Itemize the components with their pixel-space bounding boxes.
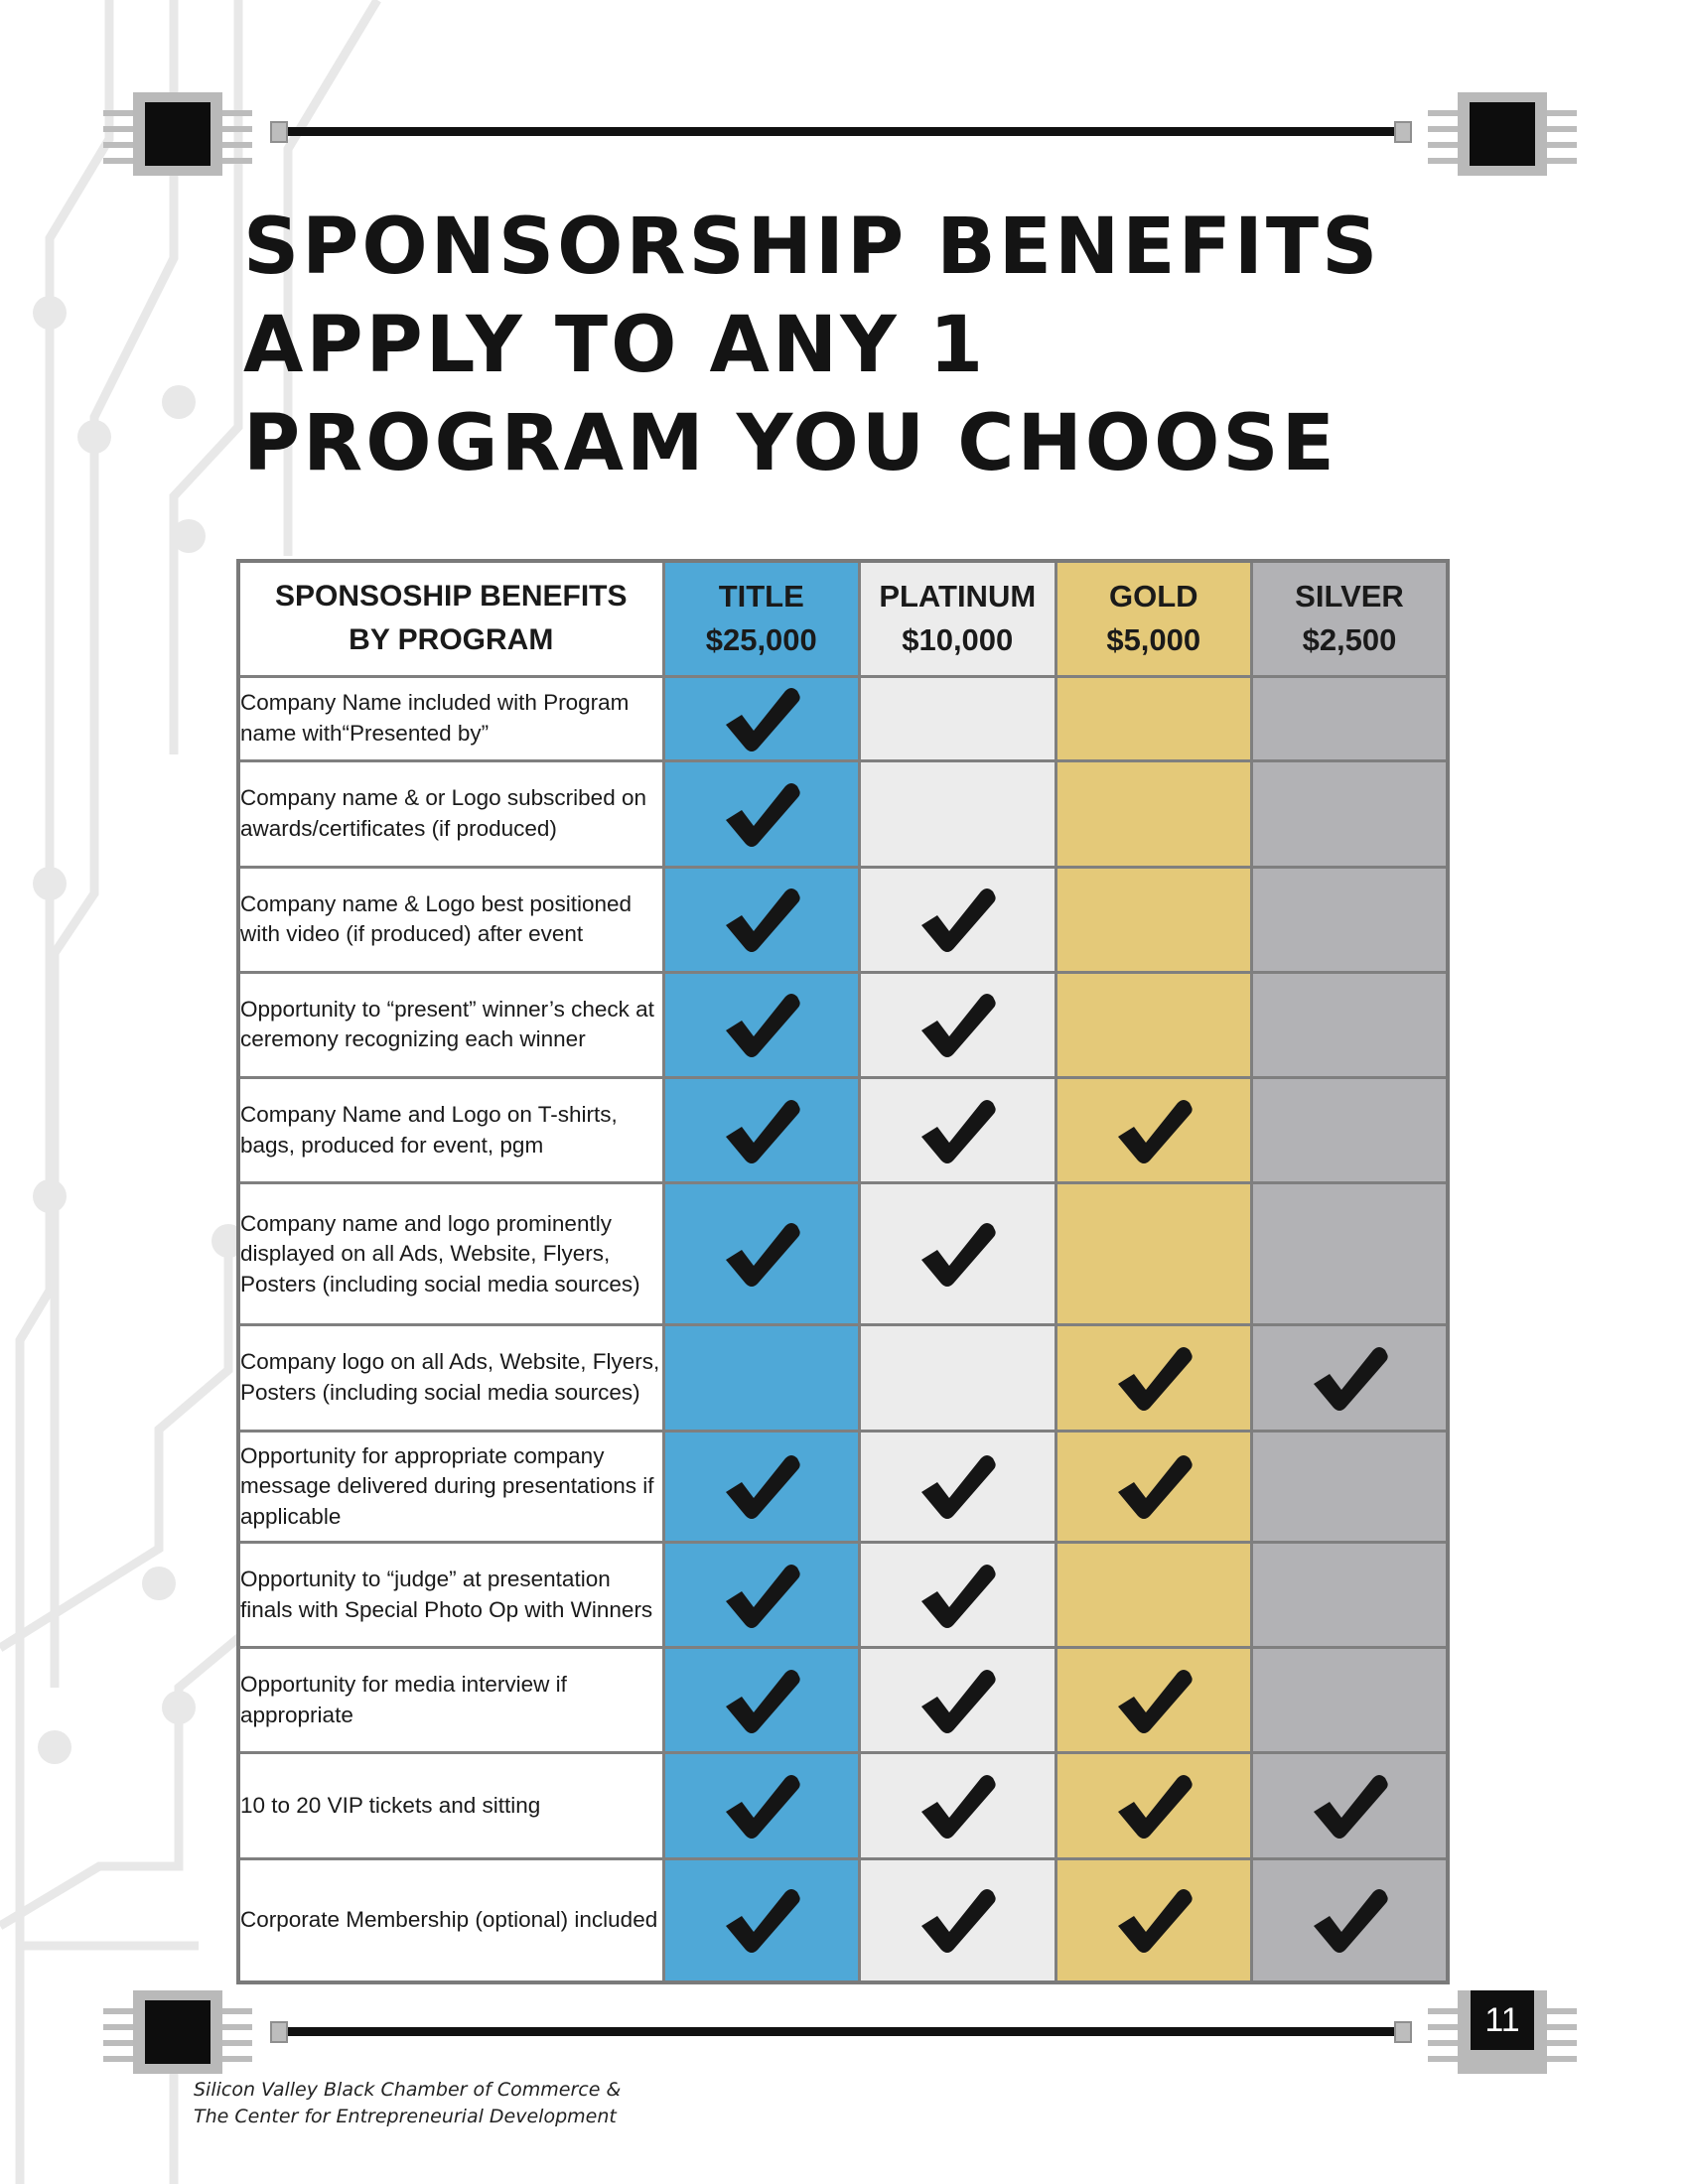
tier-price: $5,000 xyxy=(1106,622,1201,658)
cell-gold xyxy=(1055,1753,1252,1858)
benefit-description: Company Name included with Program name with“Presented by” xyxy=(238,676,663,761)
cell-platinum xyxy=(860,1325,1056,1431)
cell-title xyxy=(663,1431,860,1542)
cell-title xyxy=(663,1183,860,1325)
cell-silver xyxy=(1252,1325,1449,1431)
checkmark-icon xyxy=(720,1122,803,1139)
benefit-description: Opportunity for appropriate company message delivered during presentations if applicable xyxy=(238,1431,663,1542)
benefit-description: Company name & Logo best positioned with video (if produced) after event xyxy=(238,867,663,972)
microchip-icon xyxy=(103,1990,252,2074)
checkmark-icon xyxy=(720,805,803,822)
cell-platinum xyxy=(860,676,1056,761)
checkmark-icon xyxy=(915,1246,999,1263)
cell-platinum xyxy=(860,972,1056,1077)
cell-gold xyxy=(1055,1858,1252,1982)
cell-silver xyxy=(1252,1648,1449,1753)
table-row xyxy=(238,1325,1448,1431)
cell-gold xyxy=(1055,1078,1252,1183)
cell-gold xyxy=(1055,867,1252,972)
tier-name: PLATINUM xyxy=(879,579,1037,614)
benefit-description: Opportunity to “present” winner’s check at ceremony recognizing each winner xyxy=(238,972,663,1077)
cell-gold xyxy=(1055,761,1252,867)
header-benefits-by-program xyxy=(238,561,663,676)
cell-gold xyxy=(1055,972,1252,1077)
tier-name: TITLE xyxy=(718,579,804,614)
cell-silver xyxy=(1252,1753,1449,1858)
cell-silver xyxy=(1252,1431,1449,1542)
footer-line: Silicon Valley Black Chamber of Commerce & xyxy=(194,2079,622,2101)
cell-gold xyxy=(1055,1542,1252,1647)
cell-gold xyxy=(1055,1648,1252,1753)
cell-title xyxy=(663,1858,860,1982)
checkmark-icon xyxy=(1112,1797,1196,1814)
benefit-description: Opportunity for media interview if appropriate xyxy=(238,1648,663,1753)
checkmark-icon xyxy=(915,1692,999,1708)
checkmark-icon xyxy=(1308,1912,1391,1929)
cell-title xyxy=(663,1753,860,1858)
checkmark-icon xyxy=(915,1478,999,1495)
header-label-line: BY PROGRAM xyxy=(349,623,554,657)
cell-platinum xyxy=(860,1542,1056,1647)
checkmark-icon xyxy=(720,1246,803,1263)
checkmark-icon xyxy=(915,1586,999,1603)
table-row xyxy=(238,676,1448,761)
checkmark-icon xyxy=(915,1797,999,1814)
cell-platinum xyxy=(860,867,1056,972)
cell-platinum xyxy=(860,1858,1056,1982)
tier-price: $2,500 xyxy=(1302,622,1397,658)
bottom-divider xyxy=(270,2021,1412,2043)
table-row xyxy=(238,1183,1448,1325)
cell-platinum xyxy=(860,1078,1056,1183)
table-row xyxy=(238,1542,1448,1647)
cell-title xyxy=(663,972,860,1077)
checkmark-icon xyxy=(720,910,803,927)
cell-platinum xyxy=(860,761,1056,867)
benefit-description: Corporate Membership (optional) included xyxy=(238,1858,663,1982)
checkmark-icon xyxy=(1112,1369,1196,1386)
cell-silver xyxy=(1252,867,1449,972)
table-row xyxy=(238,1078,1448,1183)
table-row xyxy=(238,1431,1448,1542)
cell-title xyxy=(663,867,860,972)
cell-title xyxy=(663,761,860,867)
cell-silver xyxy=(1252,1858,1449,1982)
benefit-description: Company Name and Logo on T-shirts, bags, produced for event, pgm xyxy=(238,1078,663,1183)
checkmark-icon xyxy=(1308,1369,1391,1386)
checkmark-icon xyxy=(915,1122,999,1139)
benefit-description: 10 to 20 VIP tickets and sitting xyxy=(238,1753,663,1858)
benefits-table xyxy=(236,559,1450,1984)
cell-platinum xyxy=(860,1431,1056,1542)
top-divider xyxy=(270,121,1412,143)
cell-gold xyxy=(1055,676,1252,761)
table-row xyxy=(238,867,1448,972)
cell-title xyxy=(663,1542,860,1647)
cell-platinum xyxy=(860,1648,1056,1753)
benefit-description: Company name and logo prominently displayed on all Ads, Website, Flyers, Posters (including social media sources) xyxy=(238,1183,663,1325)
header-tier-gold xyxy=(1055,561,1252,676)
cell-title xyxy=(663,1325,860,1431)
header-tier-silver xyxy=(1252,561,1449,676)
checkmark-icon xyxy=(720,1478,803,1495)
checkmark-icon xyxy=(1112,1478,1196,1495)
page-title xyxy=(243,199,1475,493)
table-row xyxy=(238,1648,1448,1753)
cell-silver xyxy=(1252,972,1449,1077)
microchip-icon xyxy=(1428,92,1577,176)
footer-line: The Center for Entrepreneurial Development xyxy=(194,2106,617,2127)
page-number: 11 xyxy=(1471,1990,1534,2050)
header-tier-title xyxy=(663,561,860,676)
cell-silver xyxy=(1252,761,1449,867)
table-header-row xyxy=(238,561,1448,676)
cell-gold xyxy=(1055,1431,1252,1542)
checkmark-icon xyxy=(915,910,999,927)
checkmark-icon xyxy=(720,1912,803,1929)
cell-gold xyxy=(1055,1183,1252,1325)
checkmark-icon xyxy=(720,1017,803,1033)
title-line: PROGRAM YOU CHOOSE xyxy=(243,399,1337,488)
microchip-icon xyxy=(103,92,252,176)
table-row xyxy=(238,1858,1448,1982)
cell-silver xyxy=(1252,1078,1449,1183)
tier-name: GOLD xyxy=(1108,579,1198,614)
table-row xyxy=(238,972,1448,1077)
title-line: APPLY TO ANY 1 xyxy=(243,301,987,390)
footer-credit xyxy=(194,2077,690,2130)
benefit-description: Company name & or Logo subscribed on awards/certificates (if produced) xyxy=(238,761,663,867)
checkmark-icon xyxy=(720,1586,803,1603)
checkmark-icon xyxy=(915,1912,999,1929)
cell-title xyxy=(663,676,860,761)
checkmark-icon xyxy=(915,1017,999,1033)
checkmark-icon xyxy=(1112,1122,1196,1139)
cell-gold xyxy=(1055,1325,1252,1431)
header-tier-platinum xyxy=(860,561,1056,676)
title-line: SPONSORSHIP BENEFITS xyxy=(243,203,1381,292)
cell-platinum xyxy=(860,1753,1056,1858)
tier-name: SILVER xyxy=(1295,579,1404,614)
checkmark-icon xyxy=(720,1797,803,1814)
tier-price: $25,000 xyxy=(705,622,817,658)
header-label-line: SPONSOSHIP BENEFITS xyxy=(274,580,628,614)
checkmark-icon xyxy=(720,710,803,727)
benefit-description: Opportunity to “judge” at presentation finals with Special Photo Op with Winners xyxy=(238,1542,663,1647)
table-row xyxy=(238,761,1448,867)
cell-silver xyxy=(1252,1542,1449,1647)
checkmark-icon xyxy=(1112,1912,1196,1929)
checkmark-icon xyxy=(720,1692,803,1708)
cell-platinum xyxy=(860,1183,1056,1325)
cell-title xyxy=(663,1648,860,1753)
tier-price: $10,000 xyxy=(902,622,1014,658)
checkmark-icon xyxy=(1112,1692,1196,1708)
benefit-description: Company logo on all Ads, Website, Flyers, Posters (including social media sources) xyxy=(238,1325,663,1431)
checkmark-icon xyxy=(1308,1797,1391,1814)
cell-title xyxy=(663,1078,860,1183)
cell-silver xyxy=(1252,676,1449,761)
table-row xyxy=(238,1753,1448,1858)
cell-silver xyxy=(1252,1183,1449,1325)
